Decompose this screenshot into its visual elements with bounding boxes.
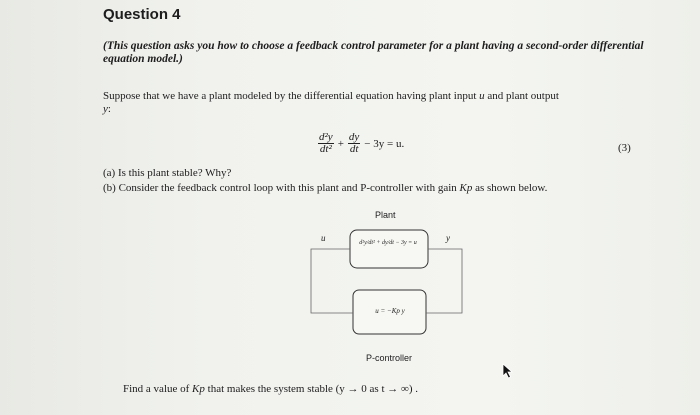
feedback-loop-diagram — [300, 205, 480, 355]
final-prefix: Find a value of — [123, 383, 193, 395]
first-derivative-fraction — [348, 132, 360, 155]
frac1-num: d²y — [319, 131, 333, 143]
controller-equation: u = −Kp y — [375, 307, 405, 315]
input-u-label: u — [321, 233, 326, 243]
setup-mid: and plant output — [484, 90, 559, 102]
plant-equation: d²y/dt² + dy/dt − 3y = u — [359, 240, 417, 246]
part-a: (a) Is this plant stable? Why? — [103, 167, 232, 179]
output-y-label: y — [446, 233, 450, 243]
differential-equation — [318, 132, 404, 155]
question-title: Question 4 — [103, 6, 181, 23]
input-line — [311, 249, 353, 313]
frac2-den: dt — [349, 143, 359, 155]
final-gain: Kp — [192, 383, 205, 395]
frac2-num: dy — [348, 131, 360, 143]
part-b-gain: Kp — [459, 182, 473, 194]
setup-y: y — [103, 103, 108, 115]
plus-sign: + — [337, 137, 344, 150]
plant-label: Plant — [375, 210, 396, 220]
question-intro: (This question asks you how to choose a feedback control parameter for a plant having a second-order differential equation model.) — [103, 40, 644, 65]
setup-suffix: : — [107, 103, 111, 115]
frac1-den: dt² — [319, 143, 332, 155]
setup-u: u — [479, 90, 485, 102]
p-controller-label: P-controller — [366, 353, 413, 363]
final-question — [123, 383, 418, 395]
equation-number: (3) — [618, 142, 631, 154]
plant-setup-text — [103, 90, 648, 116]
part-b — [103, 182, 663, 194]
final-suffix: that makes the system stable (y → 0 as t → ∞) . — [204, 383, 419, 395]
second-derivative-fraction — [318, 132, 334, 155]
mouse-cursor-icon — [502, 363, 514, 379]
output-line — [426, 249, 462, 313]
part-b-suffix: as shown below. — [472, 182, 548, 194]
part-b-prefix: (b) Consider the feedback control loop with this plant and P-controller with gain — [103, 182, 460, 194]
equation-rest: − 3y = u. — [364, 137, 405, 150]
plant-box — [350, 230, 428, 268]
setup-prefix: Suppose that we have a plant modeled by the differential equation having plant input — [103, 90, 480, 102]
